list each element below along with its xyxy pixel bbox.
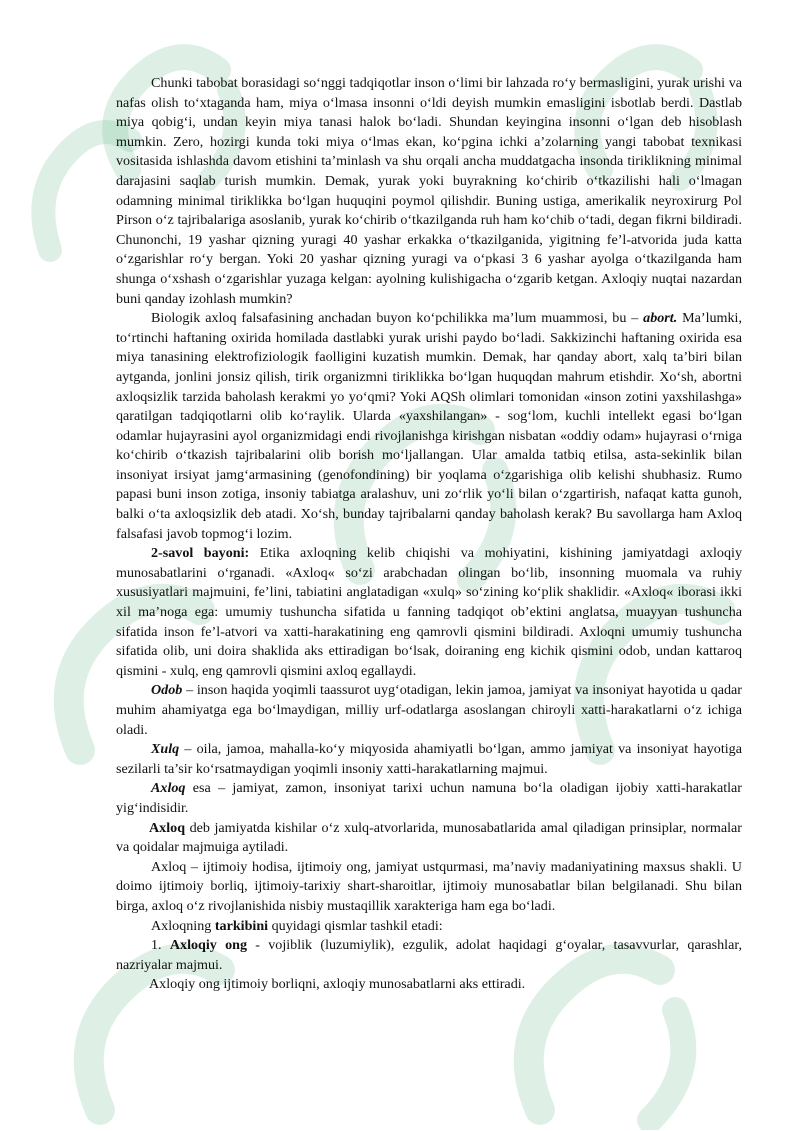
document-page — [116, 74, 742, 995]
paragraph-text: Ma’lumki, to‘rtinchi haftaning oxirida homilada dastlabki yurak urishi paydo bo‘ladi. Sakkizinchi haftaning oxirida esa miya tanasining elektrofiziologik faolligini kuzatish mumkin. Demak, har qanday abort, xalq ta’biri bilan aytganda, jonlini jonsiz qilish, tirik organizmni tiriklikka bo‘lgan huquqdan mahrum etishdir. Xo‘sh, abortni axloqsizlik tarzida baholash kerakmi yo yo‘qmi? Yoki AQSh olimlari tomonidan «inson zotini yaxshilashga» qaratilgan tadqiqotlarni olib ko‘raylik. Ularda «yaxshilangan» - sog‘lom, kuchli intellekt egasi bo‘lgan odamlar hujayrasini ayol organizmidagi endi rivojlanishga kirishgan nisbatan «oddiy odam» hujayrasi o‘rniga ko‘chirib o‘tkazish tajribalarini olib borish mo‘ljallangan. Ular amalda tatbiq etilsa, asta-sekinlik bilan insoniyat irsiyat jamg‘armasining (genofondining) bir yoqlama o‘zgarishiga olib kelishi shubhasiz. Rumo papasi buni inson zotiga, insoniy tabiatga aralashuv, uni zo‘rlik yo‘li bilan o‘zgartirish, nafaqat katta gunoh, balki o‘ta axloqsizlik deb atadi. Xo‘sh, bunday tajribalarni qanday baholash kerak? Bu savollarga ham Axloq falsafasi javob topmog‘i lozim. — [116, 310, 742, 542]
paragraph-lead: Biologik axloq falsafasining anchadan buyon ko‘pchilikka ma’lum muammosi, bu – — [151, 310, 644, 327]
paragraph — [116, 309, 742, 544]
section-heading: 2-savol bayoni: — [151, 545, 250, 562]
paragraph-text: – inson haqida yoqimli taassurot uyg‘otadigan, lekin jamoa, jamiyat va insoniyat hayotida u qadar muhim ahamiyatga ega bo‘lmaydigan, milliy urf-odatlarga asoslangan chiroyli xatti-harakatlarni o‘z ichiga oladi. — [116, 682, 742, 738]
paragraph — [116, 544, 742, 681]
term-axloq: Axloq — [151, 780, 186, 797]
paragraph-text: Axloq – ijtimoiy hodisa, ijtimoiy ong, jamiyat ustqurmasi, ma’naviy madaniyatining maxsus shakli. U doimo ijtimoiy borliq, ijtimoiy-tarixiy shart-sharoitlar, ijtimoiy munosabatlar bilan belgilanadi. Shu bilan birga, axloq o‘z rivojlanishida nisbiy mustaqillik xarakteriga ham ega bo‘ladi. — [116, 858, 742, 914]
term-abort: abort. — [643, 310, 678, 327]
paragraph — [116, 74, 742, 309]
term-axloq-bold: Axloq — [149, 819, 186, 836]
term-tarkibini: tarkibini — [214, 917, 269, 934]
paragraph-text: - vojiblik (luzumiylik), ezgulik, adolat haqidagi g‘oyalar, tasavvurlar, qarashlar, nazriyalar majmui. — [116, 937, 742, 973]
paragraph-text: quyidagi qismlar tashkil etadi: — [268, 917, 443, 934]
paragraph-text: – oila, jamoa, mahalla-ko‘y miqyosida ahamiyatli bo‘lgan, ammo jamiyat va insoniyat hayotiga sezilarli ta’sir ko‘rsatmaydigan yoqimli insoniy xatti-harakatlarning majmui. — [116, 741, 742, 777]
paragraph — [116, 936, 742, 975]
paragraph-text: Etika axloqning kelib chiqishi va mohiyatini, kishining jamiyatdagi axloqiy munosabatlarini o‘rganadi. «Axloq« so‘zi arabchadan olingan bo‘lib, insonning muomala va ruhiy xususiyatlari majmuini, fe’lini, tabiatini anglatadigan «xulq» so‘zining ko‘plik shaklidir. «Axloq« iborasi ikki xil ma’noga ega: umumiy tushuncha sifatida u fanning tadqiqot ob’ektini anglatsa, muayyan tushuncha sifatida inson fe’l-atvori va xatti-harakatining eng qamrovli qismini bildiradi. Axloqni umumiy tushuncha sifatida olib, uni doira shaklida aks ettiradigan bo‘lsak, doiraning eng kichik qismini odob, undan kattaroq qismini - xulq, eng qamrovli qismini axloq egallaydi. — [116, 545, 742, 679]
term-xulq: Xulq — [151, 741, 180, 758]
paragraph — [116, 819, 742, 858]
paragraph-text: deb jamiyatda kishilar o‘z xulq-atvorlarida, munosabatlarida amal qiladigan prinsiplar, normalar va qoidalar majmuiga aytiladi. — [116, 819, 742, 856]
paragraph — [116, 858, 742, 917]
paragraph — [116, 917, 742, 937]
paragraph — [116, 975, 742, 995]
paragraph — [116, 740, 742, 779]
paragraph-text: Chunki tabobat borasidagi so‘nggi tadqiqotlar inson o‘limi bir lahzada ro‘y bermasligini, yurak urishi va nafas olish to‘xtaganda ham, miya o‘lmasa insonni o‘ldi deyish mumkin emasligini isbotlab berdi. Dastlab miya qobig‘i, undan keyin miya tanasi halok bo‘ladi. Shundan keyingina insonni o‘lgan deb hisoblash mumkin. Zero, hozirgi kunda toki miya o‘lmas ekan, ko‘pgina ichki a’zolarning yangi tabobat texnikasi vositasida ishlashda davom etishini ta’minlash va shu orqali ancha muddatgacha insonda tiriklikning minimal darajasini saqlab turish mumkin. Demak, yurak yoki buyrakning ko‘chirib o‘tkazilishi hali o‘lmagan odamning minimal tiriklikka bo‘lgan huquqini poymol qilishdir. Buning ustiga, amerikalik neyroxirurg Pol Pirson o‘z tajribalariga asoslanib, yurak ko‘chirib o‘tkazilganda ruh ham ko‘chib o‘tadi, degan fikrni bildiradi. Chunonchi, 19 yashar qizning yuragi 40 yashar erkakka o‘tkazilganida, yigitning fe’l-atvorida juda katta o‘zgarishlar ro‘y bergan. Yoki 20 yashar qizning yuragi va o‘pkasi 3 6 yashar ayolga o‘tkazilganda ham shunga o‘xshash o‘zgarishlar yuzaga kelgan: ayolning kulishigacha o‘zgarib ketgan. Axloqiy nuqtai nazardan buni qanday izohlash mumkin? — [116, 75, 742, 307]
term-odob: Odob — [151, 682, 183, 699]
paragraph — [116, 681, 742, 740]
paragraph-text: esa – jamiyat, zamon, insoniyat tarixi uchun namuna bo‘la oladigan ijobiy xatti-harakatlar yig‘indisidir. — [116, 780, 742, 816]
paragraph — [116, 779, 742, 818]
term-axloqiy-ong: Axloqiy ong — [169, 937, 248, 954]
paragraph-lead: 1. — [151, 937, 170, 954]
paragraph-lead: Axloqning — [151, 917, 215, 934]
paragraph-text: Axloqiy ong ijtimoiy borliqni, axloqiy munosabatlarni aks ettiradi. — [149, 976, 526, 993]
